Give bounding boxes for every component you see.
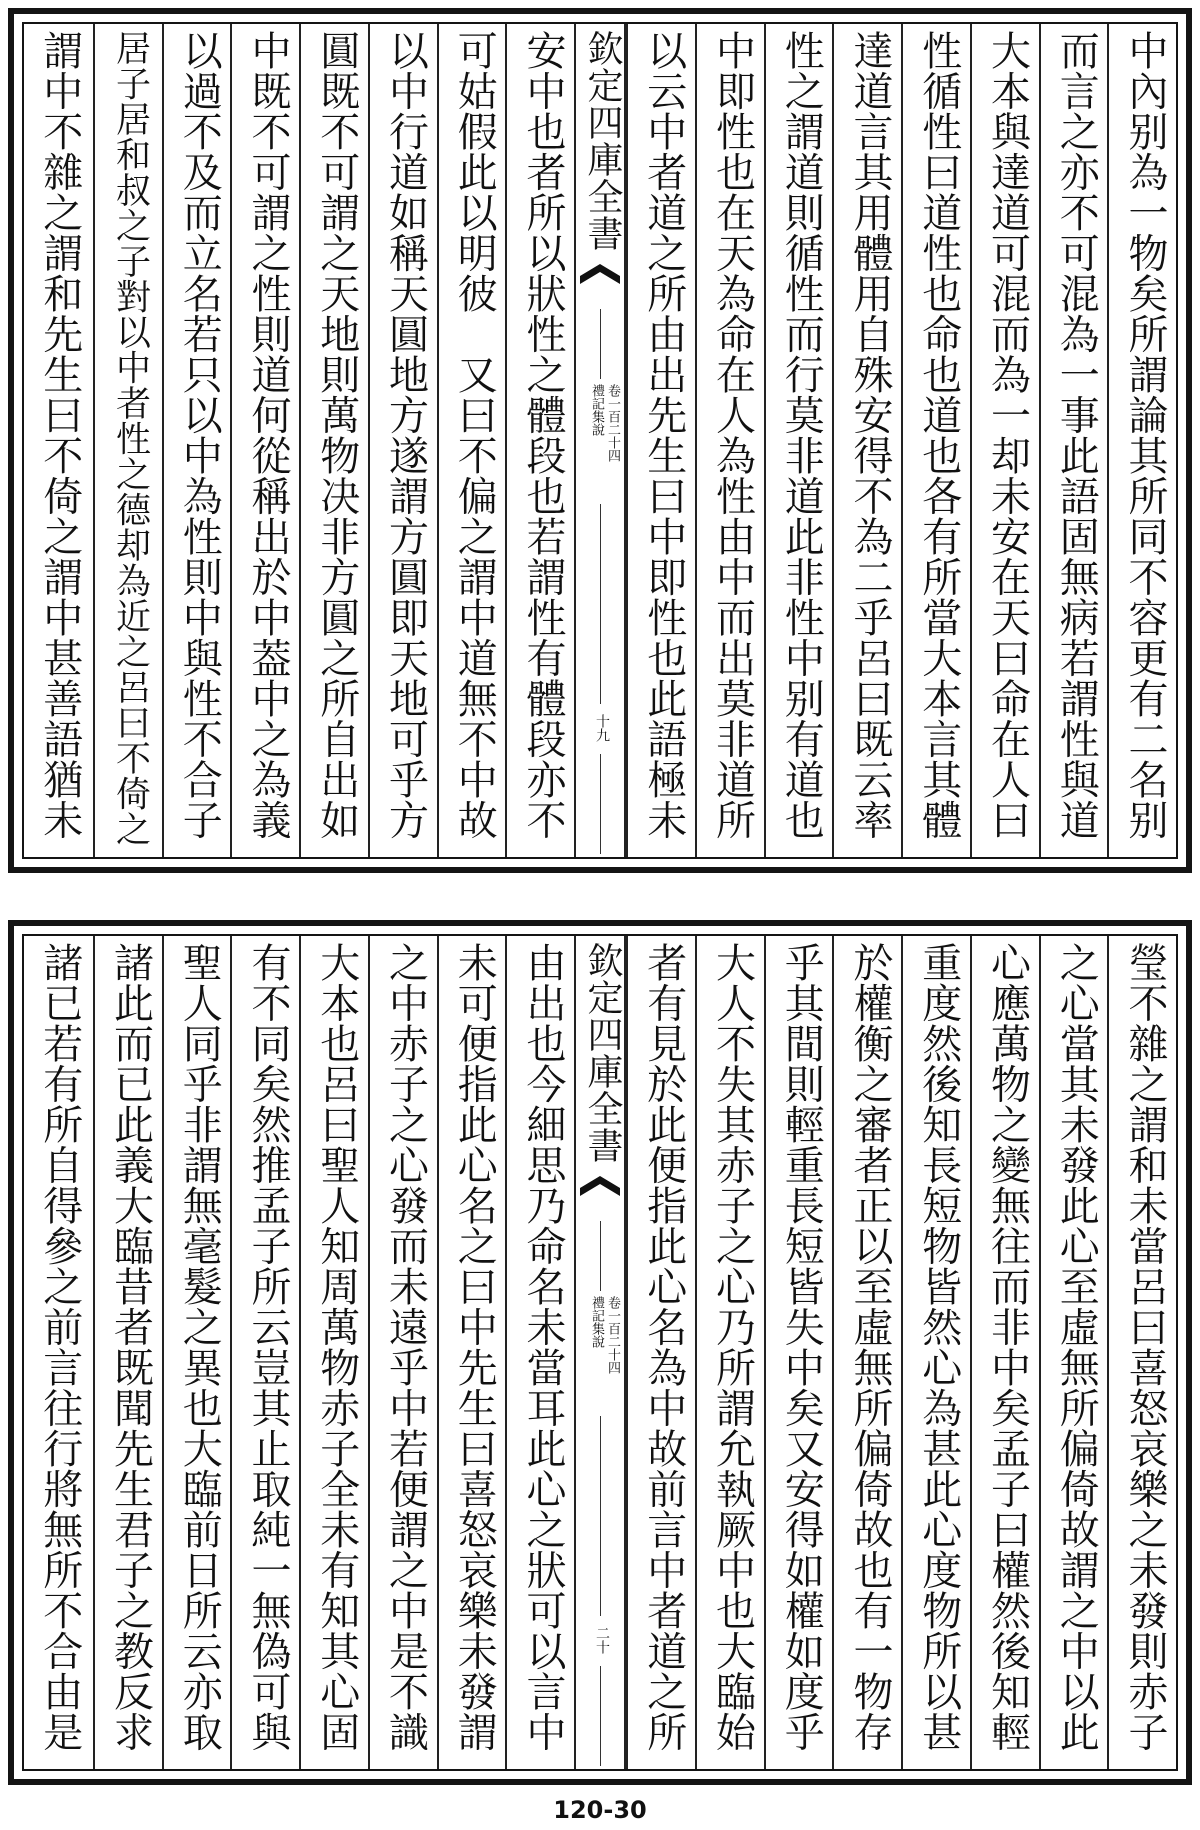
column-text: 性循性曰道性也命也道也各有所當大本言其體 — [915, 30, 962, 840]
column-text: 中內别為一物矣所謂論其所同不容更有二名别 — [1122, 30, 1168, 840]
upper-page — [8, 8, 1192, 873]
column-text: 以過不及而立名若只以中為性則中與性不合子 — [176, 30, 223, 840]
center-rule — [600, 1416, 601, 1616]
volume-number: 卷一百二十四 — [605, 1296, 620, 1374]
text-column — [230, 24, 299, 857]
text-column — [162, 24, 231, 857]
text-column — [1107, 936, 1176, 1769]
column-text: 之中赤子之心發而未遠乎中若便謂之中是不識 — [382, 942, 429, 1752]
text-column — [299, 936, 368, 1769]
column-text: 者有見於此便指此心名為中故前言中者道之所 — [640, 942, 687, 1752]
text-column — [93, 936, 162, 1769]
center-rule — [600, 504, 601, 704]
text-column — [299, 24, 368, 857]
collection-title: 欽定四庫全書 — [582, 942, 623, 1164]
text-column — [970, 24, 1039, 857]
text-column — [695, 24, 764, 857]
lower-page-frame — [22, 934, 1178, 1771]
column-text: 謂中不雜之謂和先生曰不倚之謂中甚善語猶未 — [36, 30, 83, 840]
column-text: 大人不失其赤子之心乃所謂允執厥中也大臨始 — [709, 942, 756, 1752]
book-title: 禮記集說 — [589, 384, 604, 436]
column-text: 有不同矣然推孟子所云豈其止取純一無偽可與 — [245, 942, 291, 1752]
text-column — [832, 24, 901, 857]
text-column — [437, 24, 506, 857]
text-column — [368, 24, 437, 857]
page-number: 120-30 — [553, 1796, 647, 1824]
column-text: 達道言其用體用自殊安得不為二乎呂曰既云率 — [847, 30, 893, 840]
center-rule — [600, 1221, 601, 1291]
book-title: 禮記集說 — [589, 1296, 604, 1348]
text-column — [764, 24, 833, 857]
text-column — [1107, 24, 1176, 857]
text-column — [832, 936, 901, 1769]
text-column — [901, 24, 970, 857]
text-column — [93, 24, 162, 857]
column-text: 之心當其未發此心至虛無所偏倚故謂之中以此 — [1053, 942, 1100, 1752]
center-margin — [574, 24, 626, 857]
column-text: 聖人同乎非謂無毫髮之異也大臨前日所云亦取 — [176, 942, 223, 1752]
center-rule — [600, 754, 601, 854]
column-text: 乎其間則輕重長短皆失中矣又安得如權如度乎 — [778, 942, 825, 1752]
leaf-number: 十九 — [594, 714, 610, 742]
column-text: 未可便指此心名之曰中先生曰喜怒哀樂未發謂 — [451, 942, 498, 1752]
column-text: 心應萬物之變無往而非中矣孟子曰權然後知輕 — [984, 942, 1031, 1752]
text-column — [24, 936, 93, 1769]
column-text: 圓既不可謂之天地則萬物决非方圓之所自出如 — [313, 30, 360, 840]
collection-title: 欽定四庫全書 — [582, 30, 623, 252]
center-rule — [600, 1666, 601, 1766]
column-text: 而言之亦不可混為一事此語固無病若謂性與道 — [1053, 30, 1100, 840]
center-rule — [600, 309, 601, 379]
column-text: 可姑假此以明彼 又曰不偏之謂中道無不中故 — [451, 30, 498, 840]
leaf-number: 二十 — [594, 1626, 610, 1654]
column-text: 大本也呂曰聖人知周萬物赤子全未有知其心固 — [313, 942, 360, 1752]
fishtail-mark-icon — [580, 264, 620, 304]
text-column — [970, 936, 1039, 1769]
column-text: 居子居和叔之子對以中者性之德却為近之呂曰不倚之 — [110, 30, 151, 847]
text-column — [1039, 936, 1108, 1769]
lower-page — [8, 920, 1192, 1785]
text-column — [764, 936, 833, 1769]
column-text: 性之謂道則循性而行莫非道此非性中别有道也 — [778, 30, 825, 840]
column-text: 諸此而已此義大臨昔者既聞先生君子之教反求 — [107, 942, 154, 1752]
text-column — [24, 24, 93, 857]
text-column — [437, 936, 506, 1769]
column-text: 大本與達道可混而為一却未安在天曰命在人曰 — [984, 30, 1031, 840]
column-text: 瑩不雜之謂和未當呂曰喜怒哀樂之未發則赤子 — [1122, 942, 1168, 1752]
column-text: 以中行道如稱天圓地方遂謂方圓即天地可乎方 — [382, 30, 429, 840]
column-text: 安中也者所以狀性之體段也若謂性有體段亦不 — [520, 30, 566, 840]
fishtail-mark-icon — [580, 1176, 620, 1216]
volume-number: 卷一百二十四 — [605, 384, 620, 462]
text-column — [368, 936, 437, 1769]
column-text: 以云中者道之所由出先生曰中即性也此語極未 — [640, 30, 687, 840]
column-text: 中即性也在天為命在人為性由中而出莫非道所 — [709, 30, 756, 840]
text-column — [505, 936, 574, 1769]
text-column — [626, 24, 695, 857]
text-column — [230, 936, 299, 1769]
text-column — [695, 936, 764, 1769]
column-text: 諸已若有所自得參之前言往行將無所不合由是 — [36, 942, 83, 1752]
upper-page-frame — [22, 22, 1178, 859]
text-column — [162, 936, 231, 1769]
column-text: 由出也今細思乃命名未當耳此心之狀可以言中 — [520, 942, 566, 1752]
text-column — [505, 24, 574, 857]
column-text: 中既不可謂之性則道何從稱出於中葢中之為義 — [245, 30, 291, 840]
text-column — [626, 936, 695, 1769]
column-text: 於權衡之審者正以至虛無所偏倚故也有一物存 — [847, 942, 893, 1752]
text-column — [1039, 24, 1108, 857]
text-column — [901, 936, 970, 1769]
center-margin — [574, 936, 626, 1769]
column-text: 重度然後知長短物皆然心為甚此心度物所以甚 — [915, 942, 962, 1752]
